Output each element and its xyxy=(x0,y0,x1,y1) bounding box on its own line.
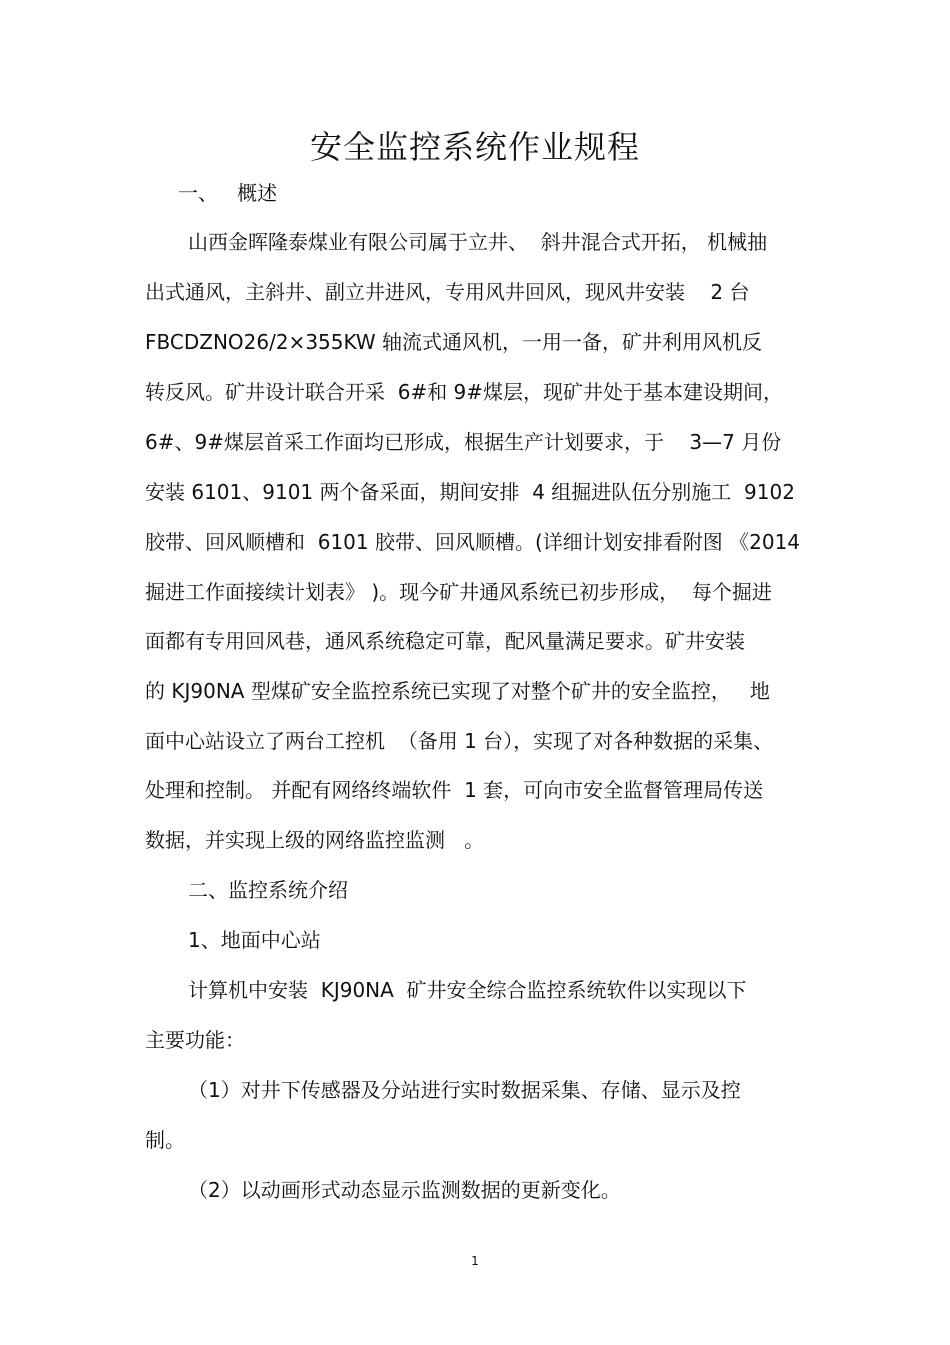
paragraph-line: 计算机中安装 KJ90NA 矿井安全综合监控系统软件以实现以下 xyxy=(188,978,747,1002)
paragraph-line: 安装 6101、9101 两个备采面，期间安排 4 组掘进队伍分别施工 9102 xyxy=(145,480,795,504)
paragraph-line: 数据，并实现上级的网络监控监测 。 xyxy=(145,828,485,852)
paragraph-line: FBCDZNO26/2×355KW 轴流式通风机，一用一备，矿井利用风机反 xyxy=(145,330,763,354)
list-item-line: 制。 xyxy=(145,1128,185,1152)
paragraph-line: 山西金晖隆泰煤业有限公司属于立井、 斜井混合式开拓， 机械抽 xyxy=(188,230,768,254)
paragraph-line: 胶带、回风顺槽和 6101 胶带、回风顺槽。(详细计划安排看附图 《2014 xyxy=(145,530,801,554)
paragraph-line: 的 KJ90NA 型煤矿安全监控系统已实现了对整个矿井的安全监控， 地 xyxy=(145,679,770,703)
list-item-line: （1）对井下传感器及分站进行实时数据采集、存储、显示及控 xyxy=(188,1078,741,1102)
paragraph-line: 主要功能： xyxy=(145,1028,245,1052)
subsection-heading-surface-center: 1、地面中心站 xyxy=(188,928,321,952)
paragraph-line: 掘进工作面接续计划表》 )。现今矿井通风系统已初步形成， 每个掘进 xyxy=(145,580,772,604)
section-heading-monitoring-system: 二、监控系统介绍 xyxy=(188,878,348,902)
page-number: 1 xyxy=(471,1254,479,1268)
paragraph-line: 转反风。矿井设计联合开采 6#和 9#煤层，现矿井处于基本建设期间， xyxy=(145,380,784,404)
paragraph-line: 面中心站设立了两台工控机 （备用 1 台），实现了对各种数据的采集、 xyxy=(145,729,774,753)
document-title: 安全监控系统作业规程 xyxy=(309,128,640,166)
paragraph-line: 面都有专用回风巷，通风系统稳定可靠，配风量满足要求。矿井安装 xyxy=(145,629,745,653)
paragraph-line: 6#、9#煤层首采工作面均已形成，根据生产计划要求，于 3—7 月份 xyxy=(145,430,782,454)
section-heading-overview: 一、 概述 xyxy=(178,181,278,205)
paragraph-line: 处理和控制。 并配有网络终端软件 1 套，可向市安全监督管理局传送 xyxy=(145,778,764,802)
list-item: （2）以动画形式动态显示监测数据的更新变化。 xyxy=(188,1178,621,1202)
paragraph-line: 出式通风，主斜井、副立井进风，专用风井回风，现风井安装 2 台 xyxy=(145,280,750,304)
